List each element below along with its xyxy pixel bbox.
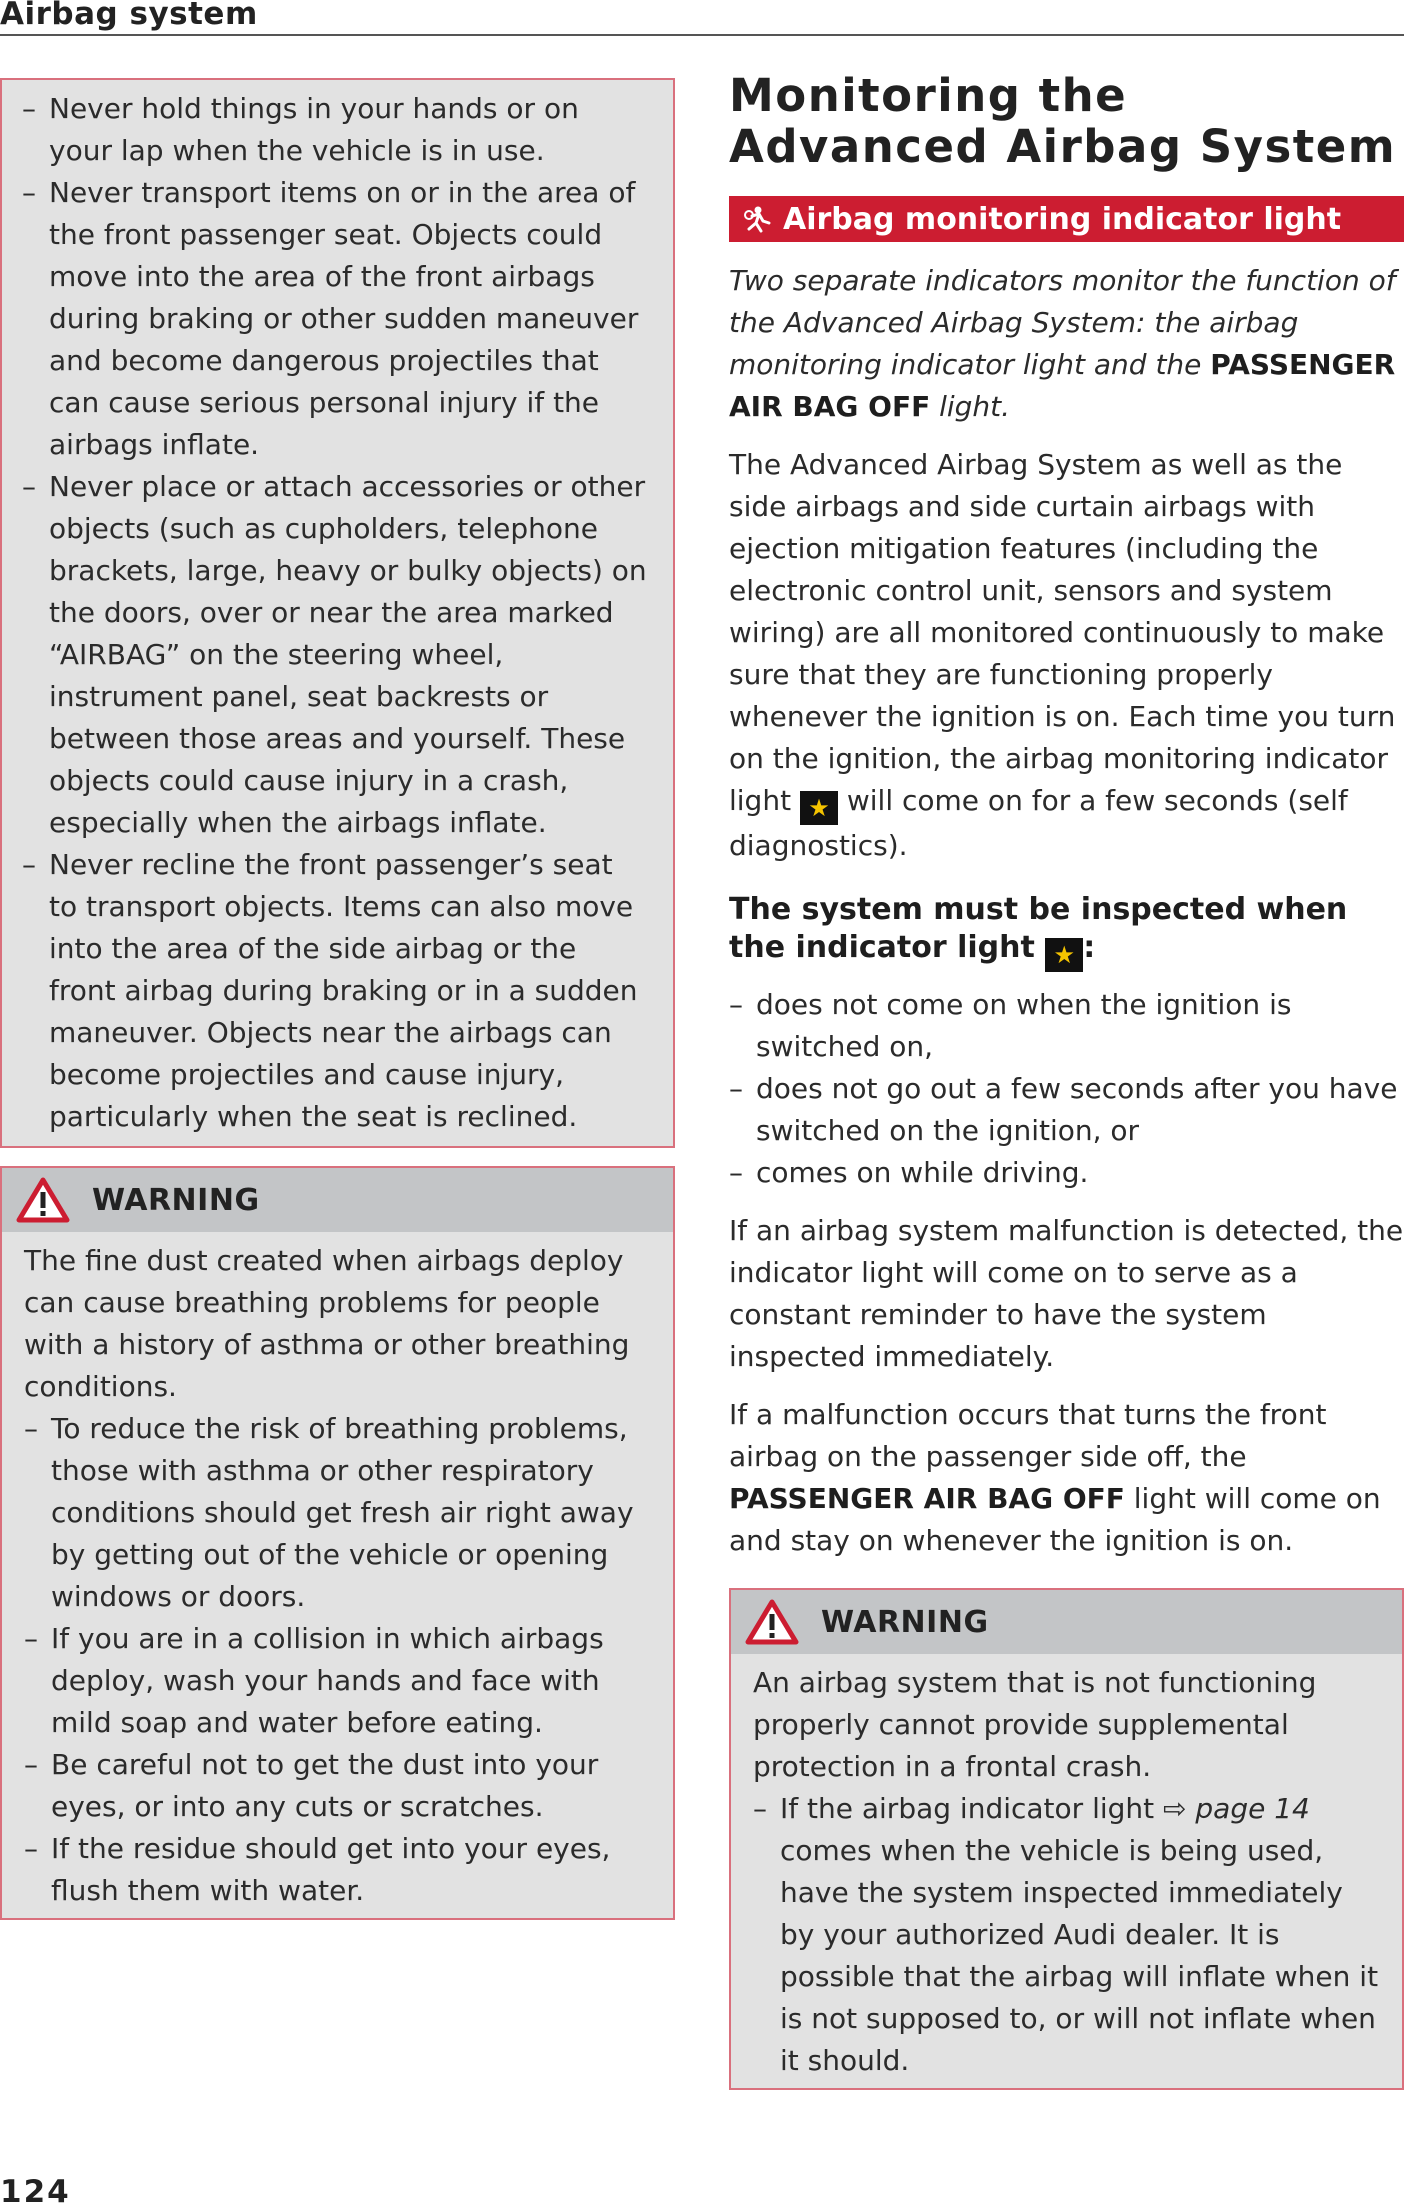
section-title: Monitoring the Advanced Airbag System [729, 69, 1397, 173]
list-item: – Never recline the front passenger’s seat to transport objects. Items can also move into the area of the side airbag or the front airbag during braking or in a sudden maneuver. Objects near the airbags can become projectiles and cause injury, particularly when the seat is reclined. [22, 844, 649, 1138]
list-item: – Never place or attach accessories or other objects (such as cupholders, telephone brackets, large, heavy or bulky objects) on the doors, over or near the area marked “AIRBAG” on the steering wheel, instrument panel, seat backrests or between those areas and yourself. These objects could cause injury in a crash, especially when the airbags inflate. [22, 466, 649, 844]
list-item: – Be careful not to get the dust into your eyes, or into any cuts or scratches. [24, 1744, 651, 1828]
intro-paragraph: Two separate indicators monitor the function of the Advanced Airbag System: the airbag monitoring indicator light and the PASSENGER AIR BAG OFF light. [729, 264, 1396, 423]
paragraph: If an airbag system malfunction is detected, the indicator light will come on to serve as a constant reminder to have the system inspected immediately. [729, 1214, 1404, 1373]
subheading-bar [729, 196, 1404, 242]
warning-triangle-icon [16, 1177, 70, 1223]
inspection-list [729, 984, 1404, 1194]
list-item: – Never hold things in your hands or on your lap when the vehicle is in use. [22, 88, 649, 172]
warning-body [2, 1232, 673, 1918]
running-head-title: Airbag system [0, 0, 258, 32]
list-item: – If you are in a collision in which airbags deploy, wash your hands and face with mild soap and water before eating. [24, 1618, 651, 1744]
warning-header [2, 1168, 673, 1232]
warning-box-left [0, 1166, 675, 1920]
list-item: – comes on while driving. [729, 1152, 1404, 1194]
right-column [729, 70, 1404, 2090]
page-reference-link[interactable]: ⇨ page 14 [1163, 1792, 1310, 1825]
warning-header [731, 1590, 1402, 1654]
paragraph: The Advanced Airbag System as well as the side airbags and side curtain airbags with ejection mitigation features (including the electronic control unit, sensors and system wiring) are all monitored continuously to make sure that they are functioning properly whenever the ignition is on. Each time you turn on the ignition, the airbag monitoring indicator light ★ will come on for a few seconds (self diagnostics). [729, 448, 1396, 862]
page-number: 124 [0, 2174, 71, 2210]
warning-body [731, 1654, 1402, 2088]
inspection-heading: The system must be inspected when the indicator light ★ : [729, 891, 1404, 972]
list-item: – If the residue should get into your eyes, flush them with water. [24, 1828, 651, 1912]
warning-label: WARNING [821, 1604, 989, 1640]
running-head [0, 0, 1404, 36]
warning-continuation-box [0, 78, 675, 1148]
warning-label: WARNING [92, 1182, 260, 1218]
airbag-indicator-icon: ★ [800, 791, 838, 825]
left-column [0, 78, 675, 1920]
list-item: – does not come on when the ignition is switched on, [729, 984, 1404, 1068]
warning-intro: The fine dust created when airbags deploy can cause breathing problems for people with a history of asthma or other breathing conditions. [24, 1244, 630, 1403]
list-item: – Never transport items on or in the area of the front passenger seat. Objects could move into the area of the front airbags during braking or other sudden maneuver and become dangerous projectiles that can cause serious personal injury if the airbags inflate. [22, 172, 649, 466]
warning-box-right [729, 1588, 1404, 2090]
airbag-person-icon [743, 205, 771, 233]
paragraph: If a malfunction occurs that turns the front airbag on the passenger side off, the PASSENGER AIR BAG OFF light will come on and stay on whenever the ignition is on. [729, 1398, 1381, 1557]
list-item: – To reduce the risk of breathing problems, those with asthma or other respiratory conditions should get fresh air right away by getting out of the vehicle or opening windows or doors. [24, 1408, 651, 1618]
subheading-label: Airbag monitoring indicator light [783, 201, 1342, 237]
list-item: – If the airbag indicator light ⇨ page 14 comes when the vehicle is being used, have the system inspected immediately by your authorized Audi dealer. It is possible that the airbag will inflate when it is not supposed to, or will not inflate when it should. [753, 1788, 1380, 2082]
warning-intro: An airbag system that is not functioning properly cannot provide supplemental protection in a frontal crash. [753, 1666, 1317, 1783]
airbag-indicator-icon: ★ [1045, 938, 1083, 972]
warning-triangle-icon [745, 1599, 799, 1645]
list-item: – does not go out a few seconds after you have switched on the ignition, or [729, 1068, 1404, 1152]
